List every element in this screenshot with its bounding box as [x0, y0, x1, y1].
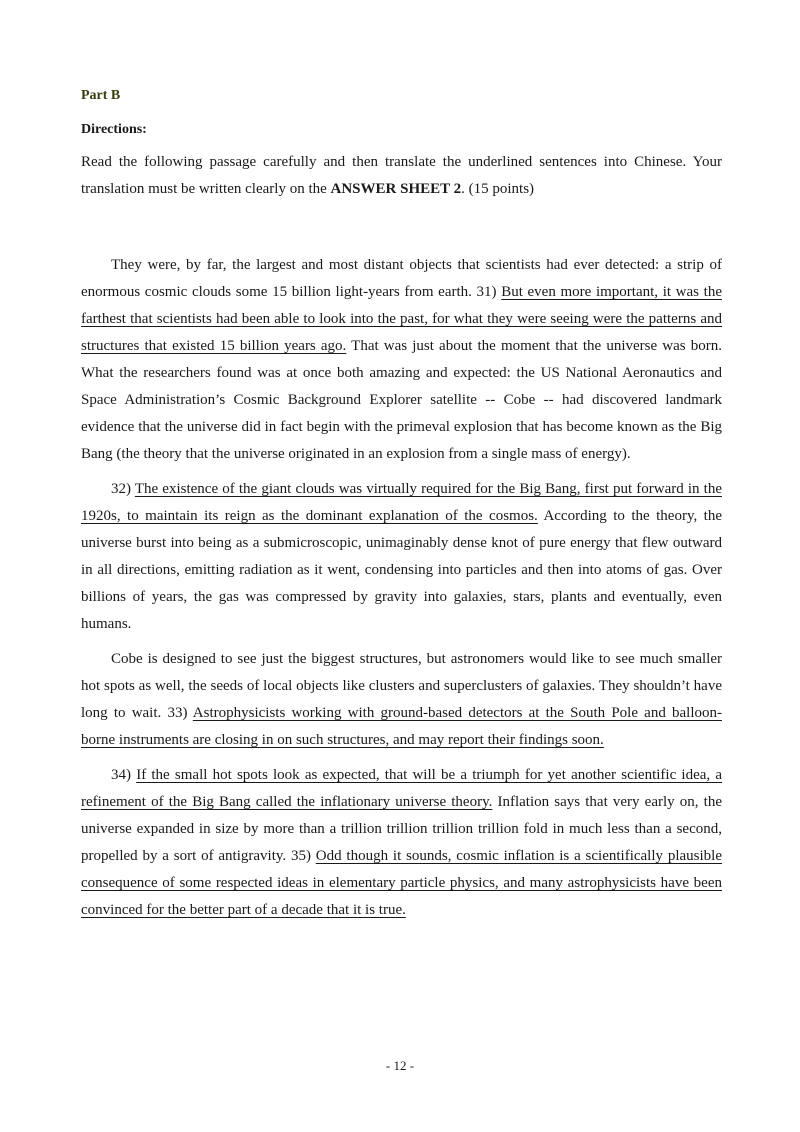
answer-sheet-label: ANSWER SHEET 2 — [330, 181, 462, 197]
paragraph-3 — [81, 646, 722, 754]
sentence-32-underlined: The existence of the giant clouds was virtually required for the Big Bang, first put forward in the 1920s, to maintain its reign as the dominant explanation of the cosmos. — [81, 481, 722, 524]
paragraph-1-text-a: They were, by far, the largest and most distant objects that scientists had ever detected: a strip of enormous cosmic clouds some 15 billion light-years from earth. 31) — [81, 257, 722, 300]
sentence-33-underlined: Astrophysicists working with ground-based detectors at the South Pole and balloon-borne instruments are closing in on such structures, and may report their findings soon. — [81, 705, 722, 748]
reading-passage — [81, 252, 722, 924]
sentence-31-underlined: But even more important, it was the farthest that scientists had been able to look into the past, for what they were seeing were the patterns and structures that existed 15 billion years ago. — [81, 284, 722, 354]
sentence-35-underlined: Odd though it sounds, cosmic inflation is a scientifically plausible consequence of some respected ideas in elementary particle physics, and many astrophysicists have been convinced for the better part of a decade that it is true. — [81, 848, 722, 918]
directions-text-part-1: Read the following passage carefully and then translate the underlined sentences into Chinese. Your translation must be written clearly on the — [81, 154, 722, 197]
paragraph-2-text-b: According to the theory, the universe burst into being as a submicroscopic, unimaginably dense knot of pure energy that flew outward in all directions, emitting radiation as it went, condensing into particles and then into atoms of gas. Over billions of years, the gas was compressed by gravity into galaxies, stars, plants and eventually, even humans. — [81, 508, 722, 632]
directions-heading: Directions: — [81, 122, 147, 137]
paragraph-4-text-b: Inflation says that very early on, the universe expanded in size by more than a trillion trillion trillion trillion fold in much less than a second, propelled by a sort of antigravity. 35) — [81, 794, 722, 864]
page-number: - 12 - — [385, 1058, 415, 1073]
sentence-34-number: 34) — [111, 767, 137, 783]
sentence-32-number: 32) — [111, 481, 135, 497]
directions-text — [81, 149, 722, 203]
paragraph-1-text-b: That was just about the moment that the universe was born. What the researchers found was at once both amazing and expected: the US National Aeronautics and Space Administration’s Cosmic Background Explorer satellite -- Cobe -- had discovered landmark evidence that the universe did in fact begin with the primeval explosion that has become known as the Big Bang (the theory that the universe originated in an explosion from a single mass of energy). — [81, 338, 722, 462]
directions-text-part-2: . (15 points) — [461, 181, 535, 197]
paragraph-3-text-a: Cobe is designed to see just the biggest structures, but astronomers would like to see much smaller hot spots as well, the seeds of local objects like clusters and superclusters of galaxies. They shouldn’t have long to wait. 33) — [81, 651, 722, 721]
part-title: Part B — [81, 88, 121, 103]
sentence-34-underlined: If the small hot spots look as expected, that will be a triumph for yet another scientific idea, a refinement of the Big Bang called the inflationary universe theory. — [81, 767, 723, 810]
paragraph-1 — [81, 252, 722, 468]
paragraph-4 — [81, 762, 722, 924]
paragraph-2 — [81, 476, 722, 638]
page-content — [81, 86, 722, 932]
